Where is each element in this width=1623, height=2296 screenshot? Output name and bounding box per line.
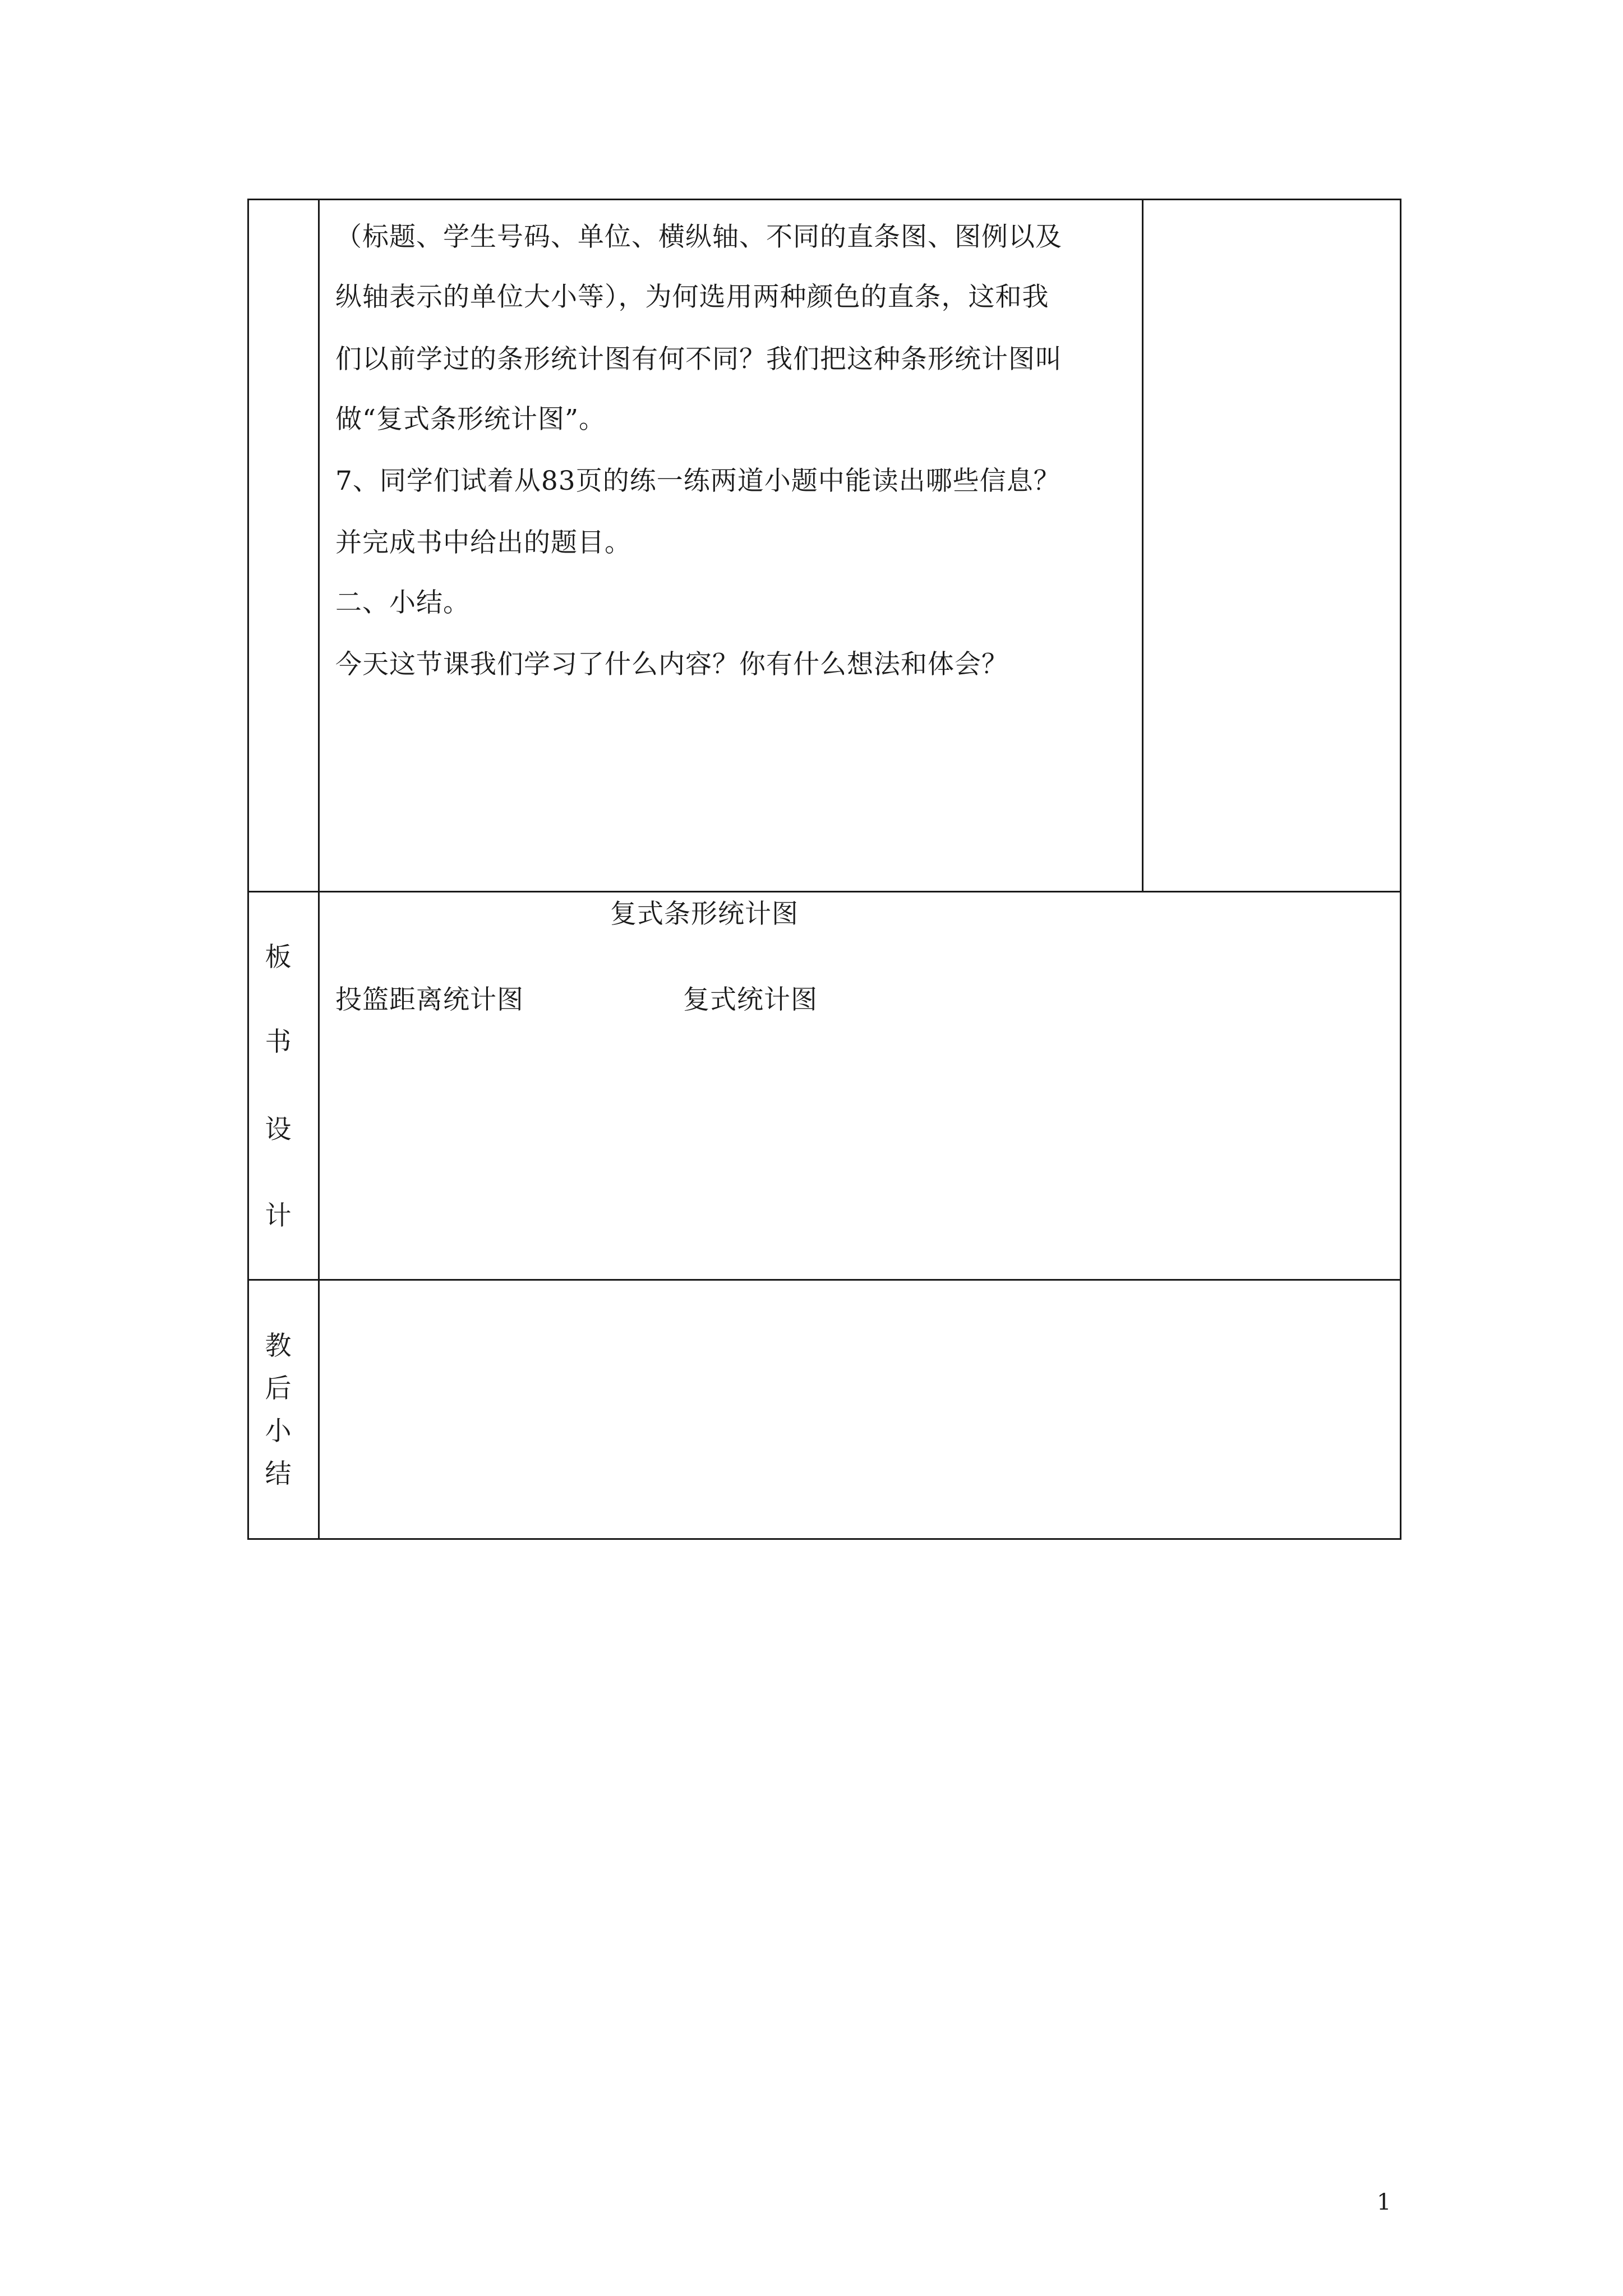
board-title: 复式条形统计图 xyxy=(610,899,799,930)
reflection-label-char-2: 后 xyxy=(265,1373,292,1404)
table-top-border xyxy=(247,199,1401,200)
content-line-1: （标题、学生号码、单位、横纵轴、不同的直条图、图例以及 xyxy=(335,222,1062,252)
table-notes-column-divider xyxy=(1142,199,1144,892)
content-line-6: 并完成书中给出的题目。 xyxy=(335,527,631,558)
page-number: 1 xyxy=(1377,2189,1391,2215)
board-left-item: 投篮距离统计图 xyxy=(335,984,524,1015)
board-label-char-3: 设 xyxy=(265,1114,292,1145)
board-right-item: 复式统计图 xyxy=(683,984,818,1015)
table-left-border xyxy=(247,199,249,1540)
board-label-char-1: 板 xyxy=(265,942,292,973)
board-label-char-4: 计 xyxy=(265,1200,292,1231)
reflection-label-char-4: 结 xyxy=(265,1458,292,1489)
content-line-3: 们以前学过的条形统计图有何不同？我们把这种条形统计图叫 xyxy=(335,344,1062,375)
table-bottom-border xyxy=(247,1538,1401,1540)
table-right-border xyxy=(1400,199,1401,1540)
content-line-4: 做“复式条形统计图”。 xyxy=(335,404,606,435)
reflection-label-char-3: 小 xyxy=(265,1416,292,1447)
table-row-divider-1 xyxy=(247,891,1401,892)
content-line-2: 纵轴表示的单位大小等），为何选用两种颜色的直条，这和我 xyxy=(335,282,1049,312)
board-label-char-2: 书 xyxy=(265,1027,292,1057)
table-label-column-divider xyxy=(318,199,320,1540)
reflection-label-char-1: 教 xyxy=(265,1331,292,1361)
table-row-divider-2 xyxy=(247,1279,1401,1281)
content-line-8: 今天这节课我们学习了什么内容？你有什么想法和体会？ xyxy=(335,649,1008,680)
content-line-5: 7、同学们试着从83页的练一练两道小题中能读出哪些信息？ xyxy=(335,466,1061,496)
content-line-7: 二、小结。 xyxy=(335,587,470,618)
